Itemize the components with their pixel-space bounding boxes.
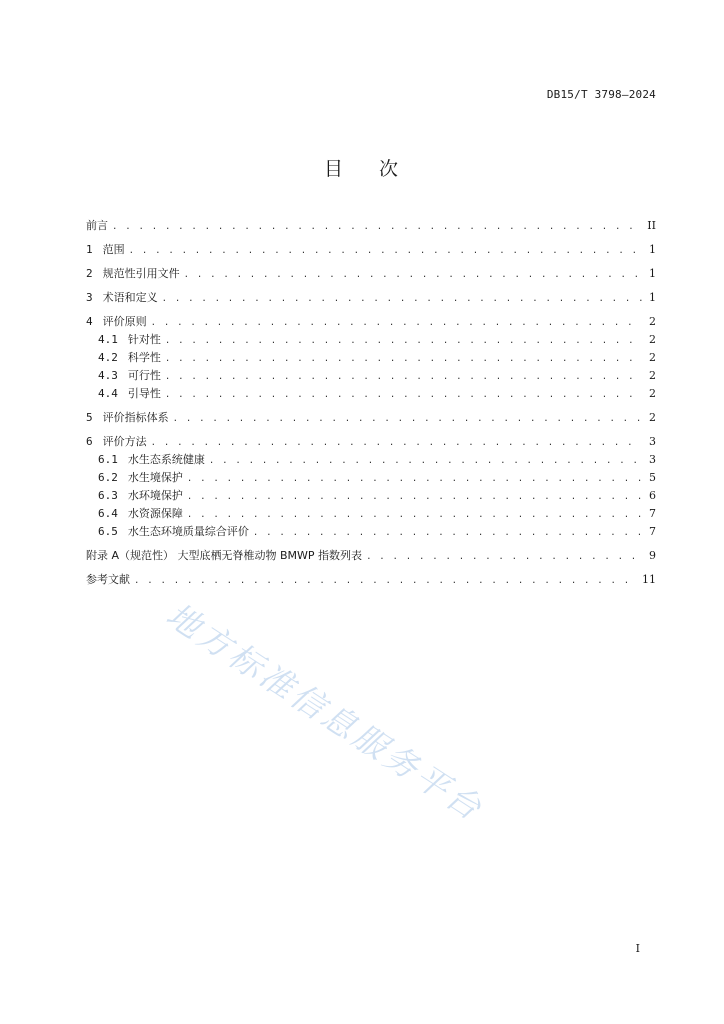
toc-entry[interactable] xyxy=(86,241,656,259)
toc-entry-number: 2 xyxy=(86,267,93,280)
toc-dot-leader xyxy=(134,572,638,590)
toc-dot-leader xyxy=(187,488,642,506)
toc-dot-leader xyxy=(162,290,642,308)
toc-dot-leader xyxy=(173,410,642,428)
toc-entry-label: 术语和定义 xyxy=(102,291,158,304)
toc-entry[interactable] xyxy=(86,367,656,385)
toc-entry-label: 评价原则 xyxy=(102,315,147,328)
toc-entry-page: II xyxy=(647,219,656,232)
toc-entry-number: 6.5 xyxy=(98,525,118,538)
toc-entry-page: 11 xyxy=(642,573,656,586)
toc-entry[interactable] xyxy=(86,487,656,505)
toc-entry-label: 科学性 xyxy=(127,351,161,364)
toc-entry-page: 7 xyxy=(649,507,656,520)
toc-entry-page: 2 xyxy=(649,387,656,400)
toc-dot-leader xyxy=(129,242,642,260)
toc-entry-page: 3 xyxy=(649,435,656,448)
toc-dot-leader xyxy=(151,314,642,332)
toc-entry-label: 可行性 xyxy=(127,369,161,382)
page-number: I xyxy=(635,942,640,955)
toc-entry[interactable] xyxy=(86,331,656,349)
toc-dot-leader xyxy=(366,548,642,566)
toc-entry-label: 附录 A（规范性） 大型底栖无脊椎动物 BMWP 指数列表 xyxy=(86,549,363,562)
toc-entry-label: 水生境保护 xyxy=(127,471,183,484)
toc-entry-page: 1 xyxy=(649,243,656,256)
toc-dot-leader xyxy=(165,350,642,368)
toc-entry-page: 7 xyxy=(649,525,656,538)
toc-entry[interactable] xyxy=(86,349,656,367)
watermark: 地方标准信息服务平台 xyxy=(159,595,492,830)
toc-entry-number: 1 xyxy=(86,243,93,256)
toc-entry[interactable] xyxy=(86,469,656,487)
toc-dot-leader xyxy=(253,524,642,542)
toc-entry-number: 6.2 xyxy=(98,471,118,484)
toc-entry-label: 水生态环境质量综合评价 xyxy=(127,525,249,538)
toc-entry-page: 2 xyxy=(649,315,656,328)
standard-code: DB15/T 3798—2024 xyxy=(546,88,656,101)
toc-entry[interactable] xyxy=(86,217,656,235)
toc-entry-number: 3 xyxy=(86,291,93,304)
toc-entry-number: 4.1 xyxy=(98,333,118,346)
page-title xyxy=(0,154,724,181)
toc-entry[interactable] xyxy=(86,313,656,331)
toc-dot-leader xyxy=(187,470,642,488)
toc-entry-label: 引导性 xyxy=(127,387,161,400)
toc-entry-number: 6 xyxy=(86,435,93,448)
toc-entry[interactable] xyxy=(86,409,656,427)
toc-entry-label: 参考文献 xyxy=(86,573,130,586)
toc-entry-number: 6.4 xyxy=(98,507,118,520)
toc-entry[interactable] xyxy=(86,523,656,541)
toc-entry-page: 2 xyxy=(649,333,656,346)
table-of-contents xyxy=(86,217,656,589)
toc-entry-page: 9 xyxy=(649,549,656,562)
toc-entry-page: 5 xyxy=(649,471,656,484)
toc-entry-label: 范围 xyxy=(102,243,125,256)
toc-dot-leader xyxy=(209,452,642,470)
toc-entry-label: 水环境保护 xyxy=(127,489,183,502)
title-part-2: 次 xyxy=(379,158,401,180)
toc-entry-page: 2 xyxy=(649,369,656,382)
toc-dot-leader xyxy=(151,434,642,452)
toc-entry-page: 1 xyxy=(649,291,656,304)
toc-entry-number: 6.3 xyxy=(98,489,118,502)
toc-entry[interactable] xyxy=(86,505,656,523)
toc-entry-label: 水生态系统健康 xyxy=(127,453,205,466)
toc-entry-label: 规范性引用文件 xyxy=(102,267,180,280)
toc-dot-leader xyxy=(112,218,642,236)
toc-entry-page: 3 xyxy=(649,453,656,466)
toc-entry-page: 6 xyxy=(649,489,656,502)
toc-entry[interactable] xyxy=(86,547,656,565)
toc-dot-leader xyxy=(187,506,642,524)
toc-entry[interactable] xyxy=(86,289,656,307)
toc-entry-number: 4.4 xyxy=(98,387,118,400)
toc-dot-leader xyxy=(184,266,642,284)
toc-dot-leader xyxy=(165,386,642,404)
toc-entry-page: 1 xyxy=(649,267,656,280)
toc-entry[interactable] xyxy=(86,265,656,283)
toc-entry-number: 4 xyxy=(86,315,93,328)
toc-entry-number: 4.2 xyxy=(98,351,118,364)
toc-entry[interactable] xyxy=(86,433,656,451)
toc-entry-label: 评价方法 xyxy=(102,435,147,448)
title-part-1: 目 xyxy=(323,158,345,180)
toc-entry[interactable] xyxy=(86,451,656,469)
toc-entry-label: 评价指标体系 xyxy=(102,411,169,424)
toc-dot-leader xyxy=(165,332,642,350)
toc-entry[interactable] xyxy=(86,385,656,403)
toc-dot-leader xyxy=(165,368,642,386)
toc-entry-page: 2 xyxy=(649,411,656,424)
toc-entry-number: 6.1 xyxy=(98,453,118,466)
toc-entry[interactable] xyxy=(86,571,656,589)
toc-entry-number: 5 xyxy=(86,411,93,424)
toc-entry-number: 4.3 xyxy=(98,369,118,382)
toc-entry-label: 前言 xyxy=(86,219,108,232)
toc-entry-label: 水资源保障 xyxy=(127,507,183,520)
toc-entry-page: 2 xyxy=(649,351,656,364)
toc-entry-label: 针对性 xyxy=(127,333,161,346)
